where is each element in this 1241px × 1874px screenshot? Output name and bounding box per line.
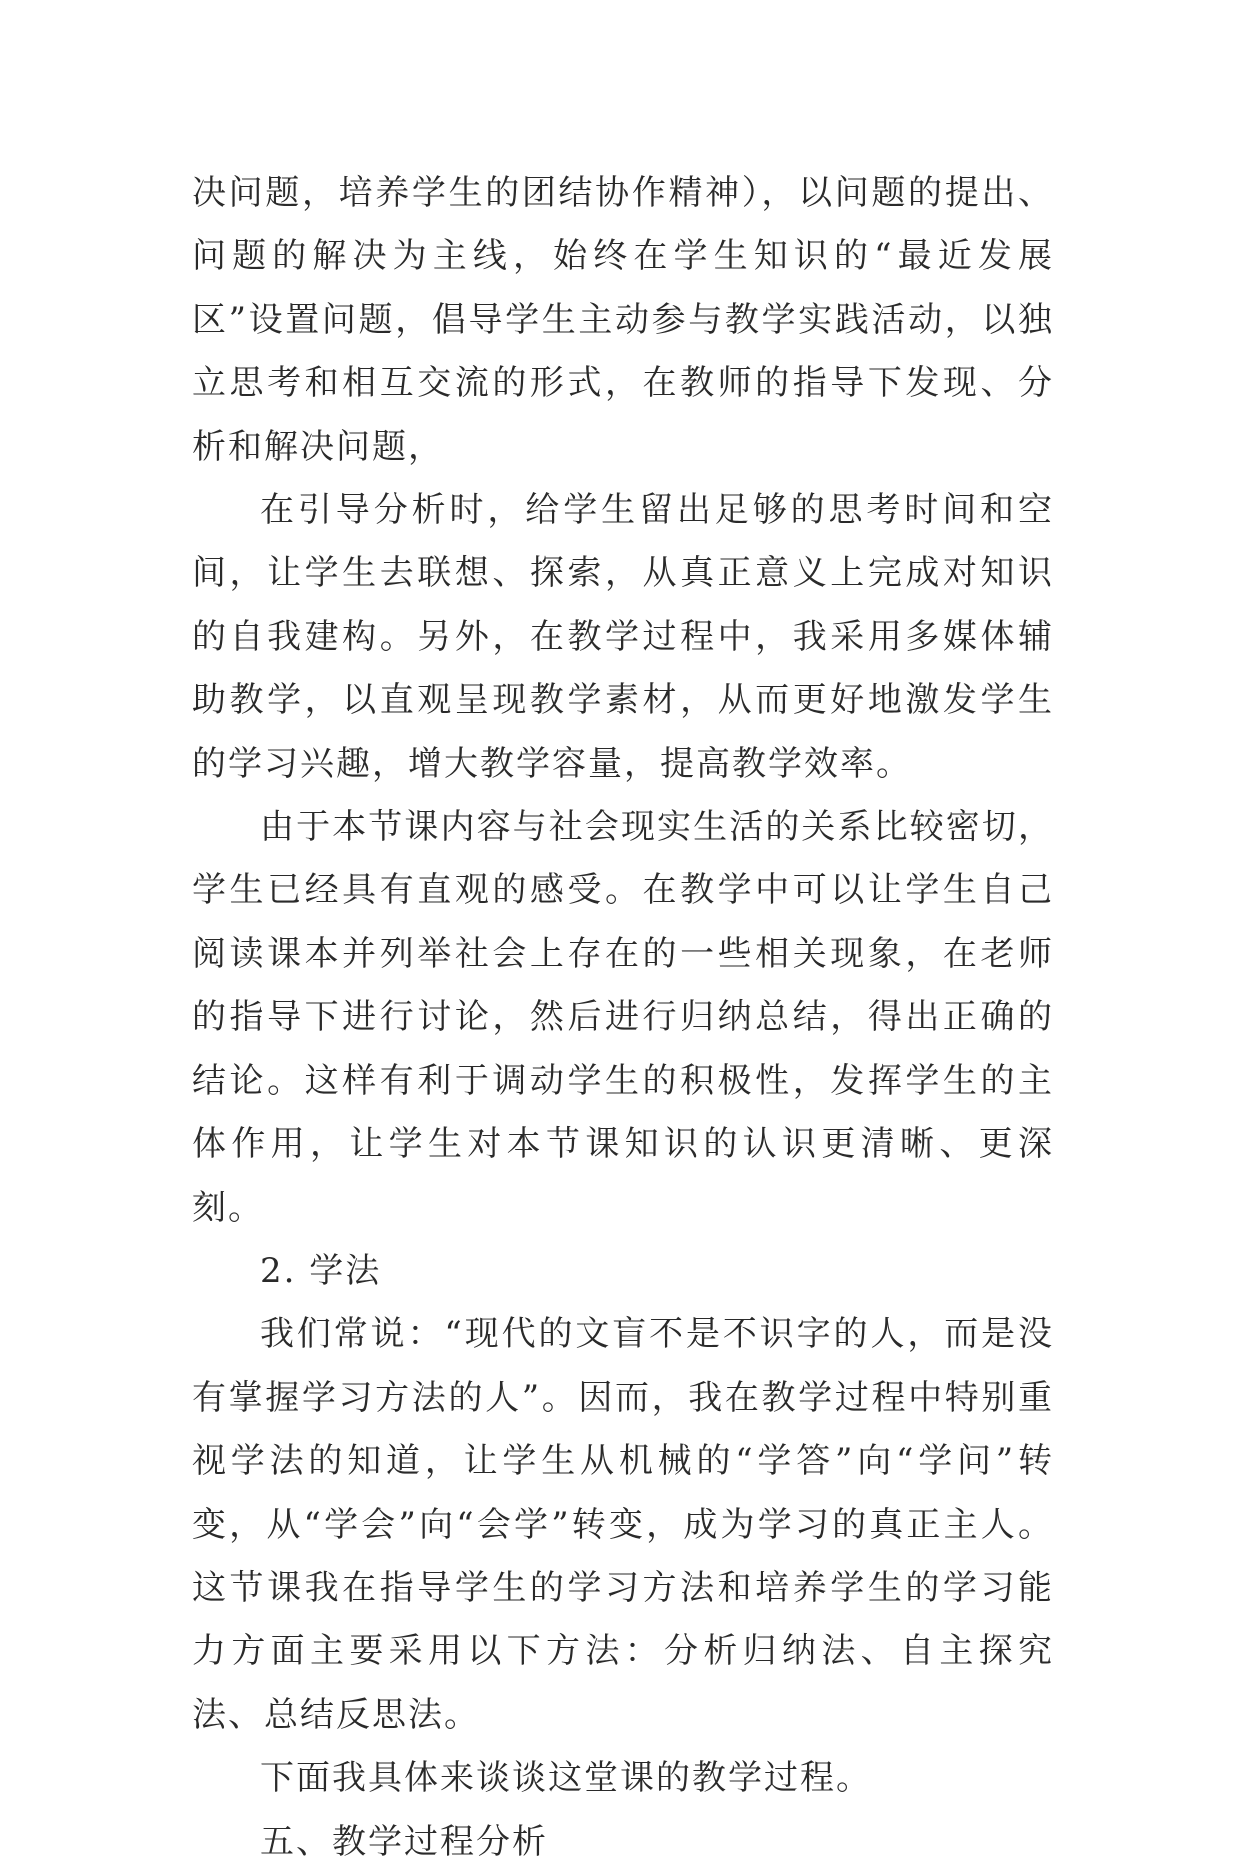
body-text <box>192 162 1054 1874</box>
paragraph-learning-method: 我们常说：“现代的文盲不是不识字的人，而是没有掌握学习方法的人”。因而，我在教学过程中特别重视学法的知道，让学生从机械的“学答”向“学问”转变，从“学会”向“会学”转变，成为学习的真正主人。这节课我在指导学生的学习方法和培养学生的学习能力方面主要采用以下方法：分析归纳法、自主探究法、总结反思法。 <box>192 1314 1054 1735</box>
paragraph-transition: 下面我具体来谈谈这堂课的教学过程。 <box>260 1758 872 1799</box>
paragraph-course-content: 由于本节课内容与社会现实生活的关系比较密切，学生已经具有直观的感受。在教学中可以让学生自己阅读课本并列举社会上存在的一些相关现象，在老师的指导下进行讨论，然后进行归纳总结，得出正确的结论。这样有利于调动学生的积极性，发挥学生的主体作用，让学生对本节课知识的认识更清晰、更深刻。 <box>192 807 1054 1228</box>
paragraph-continuation: 决问题，培养学生的团结协作精神），以问题的提出、问题的解决为主线，始终在学生知识的“最近发展区”设置问题，倡导学生主动参与教学实践活动，以独立思考和相互交流的形式，在教师的指导下发现、分析和解决问题， <box>192 173 1054 467</box>
paragraph-guided-analysis: 在引导分析时，给学生留出足够的思考时间和空间，让学生去联想、探索，从真正意义上完成对知识的自我建构。另外，在教学过程中，我采用多媒体辅助教学，以直观呈现教学素材，从而更好地激发学生的学习兴趣，增大教学容量，提高教学效率。 <box>192 490 1054 784</box>
section-heading-teaching-process: 五、教学过程分析 <box>260 1821 548 1862</box>
section-heading-learning-method: 2. 学法 <box>260 1250 382 1291</box>
